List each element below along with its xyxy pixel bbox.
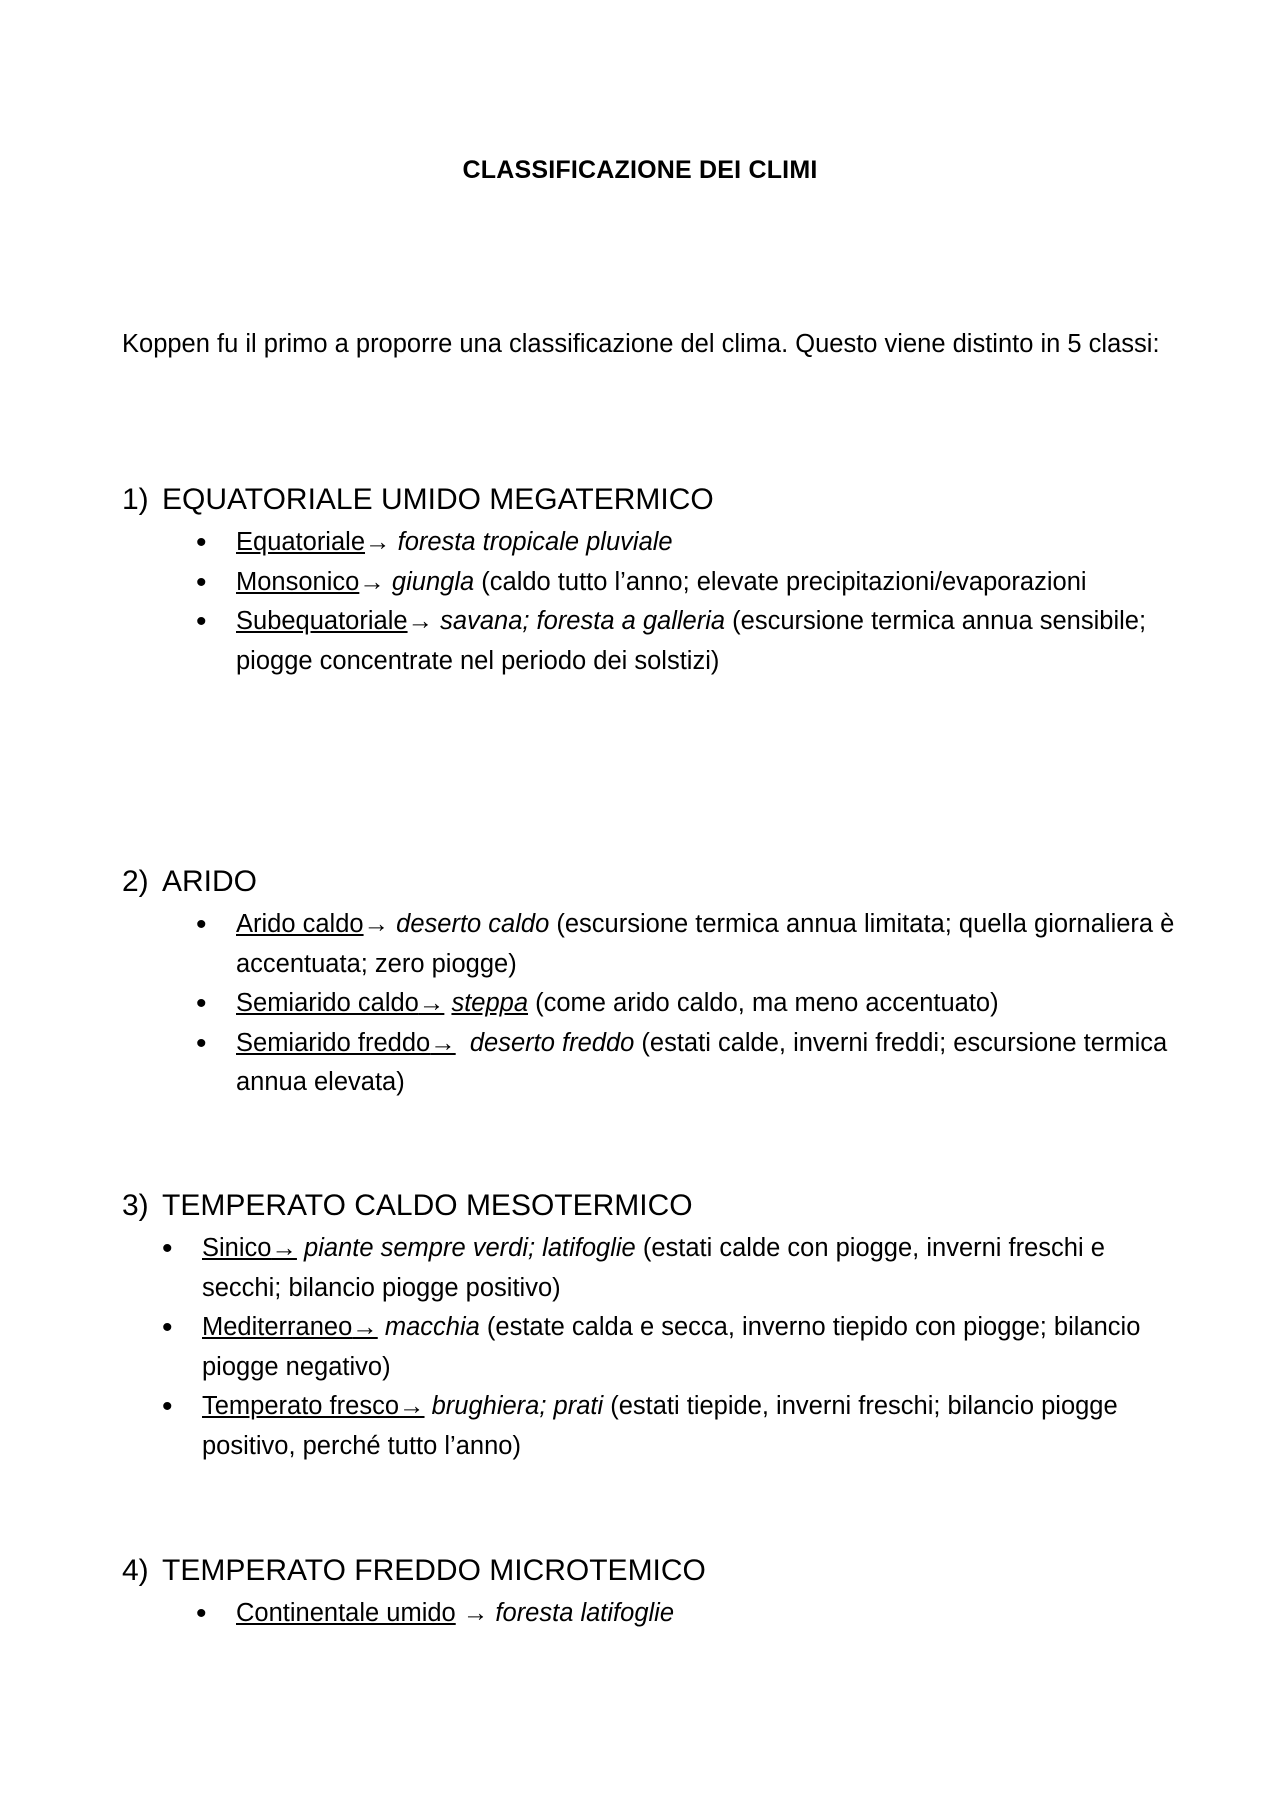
- section-heading: [122, 1551, 1182, 1591]
- climate-notes: (estati calde, inverni freddi; escursione termica annua elevata): [236, 1028, 1168, 1096]
- arrow-icon: →: [363, 910, 390, 938]
- section-heading: [122, 1186, 1182, 1226]
- section-equatoriale: [122, 480, 1182, 681]
- climate-notes: (come arido caldo, ma meno accentuato): [535, 989, 999, 1017]
- list-item: [196, 563, 1182, 603]
- list-item: [196, 1024, 1182, 1103]
- section-title: TEMPERATO FREDDO MICROTEMICO: [162, 1554, 706, 1587]
- section-number: 4): [122, 1554, 149, 1587]
- section-number: 3): [122, 1189, 149, 1222]
- climate-term: Temperato fresco: [202, 1392, 400, 1420]
- climate-list: [122, 905, 1182, 1103]
- climate-term: Equatoriale: [236, 528, 366, 556]
- list-item: [196, 984, 1182, 1024]
- vegetation: piante sempre verdi; latifoglie: [304, 1234, 636, 1262]
- arrow-icon: →: [271, 1234, 297, 1262]
- arrow-icon: →: [399, 1392, 425, 1420]
- climate-list: [122, 523, 1182, 681]
- climate-list: [122, 1594, 1182, 1634]
- section-number: 1): [122, 483, 149, 516]
- section-arido: [122, 862, 1182, 1103]
- arrow-icon: →: [359, 567, 385, 596]
- climate-term: Subequatoriale: [236, 607, 408, 635]
- list-item: [196, 1594, 1182, 1634]
- section-temperato-caldo: [122, 1186, 1182, 1466]
- climate-term: Semiarido caldo: [236, 989, 419, 1017]
- section-temperato-freddo: [122, 1551, 1182, 1634]
- vegetation: brughiera; prati: [431, 1392, 604, 1420]
- climate-notes: (caldo tutto l’anno; elevate precipitazioni/evaporazioni: [481, 567, 1087, 596]
- arrow-icon: →: [407, 607, 434, 635]
- climate-term: Sinico: [202, 1234, 272, 1262]
- climate-notes: (estati tiepide, inverni freschi; bilancio piogge positivo, perché tutto l’anno): [202, 1392, 1118, 1460]
- section-title: EQUATORIALE UMIDO MEGATERMICO: [162, 483, 714, 516]
- arrow-icon: →: [430, 1028, 456, 1057]
- list-item: [196, 523, 1182, 563]
- section-heading: [122, 480, 1182, 520]
- vegetation: foresta tropicale pluviale: [397, 528, 673, 556]
- climate-list: [122, 1229, 1182, 1466]
- vegetation: giungla: [391, 567, 475, 596]
- climate-term: Semiarido freddo: [236, 1028, 431, 1057]
- climate-notes: (escursione termica annua limitata; quella giornaliera è accentuata; zero piogge): [236, 910, 1175, 978]
- climate-notes: (estati calde con piogge, inverni freschi e secchi; bilancio piogge positivo): [202, 1234, 1105, 1302]
- list-item: [162, 1308, 1182, 1387]
- climate-term: Arido caldo: [236, 910, 364, 938]
- climate-term: Continentale umido: [236, 1599, 456, 1627]
- climate-notes: (estate calda e secca, inverno tiepido con piogge; bilancio piogge negativo): [202, 1313, 1141, 1381]
- section-title: ARIDO: [162, 865, 258, 898]
- arrow-icon: →: [352, 1313, 378, 1341]
- climate-notes: (escursione termica annua sensibile; piogge concentrate nel periodo dei solstizi): [236, 607, 1147, 675]
- page-title: CLASSIFICAZIONE DEI CLIMI: [462, 156, 818, 184]
- vegetation: deserto caldo: [396, 910, 550, 938]
- arrow-icon: →: [418, 989, 445, 1017]
- vegetation: steppa: [451, 989, 529, 1017]
- vegetation: foresta latifoglie: [495, 1599, 675, 1627]
- section-heading: [122, 862, 1182, 902]
- section-title: TEMPERATO CALDO MESOTERMICO: [162, 1189, 693, 1222]
- list-item: [196, 905, 1182, 984]
- vegetation: savana; foresta a galleria: [440, 607, 726, 635]
- arrow-icon: →: [462, 1599, 489, 1627]
- intro-paragraph: Koppen fu il primo a proporre una classificazione del clima. Questo viene distinto in 5 classi:: [122, 330, 1160, 358]
- list-item: [196, 602, 1182, 681]
- climate-term: Monsonico: [236, 567, 360, 596]
- vegetation: deserto freddo: [469, 1028, 635, 1057]
- arrow-icon: →: [365, 528, 391, 556]
- section-number: 2): [122, 865, 149, 898]
- vegetation: macchia: [384, 1313, 480, 1341]
- list-item: [162, 1229, 1182, 1308]
- list-item: [162, 1387, 1182, 1466]
- climate-term: Mediterraneo: [202, 1313, 353, 1341]
